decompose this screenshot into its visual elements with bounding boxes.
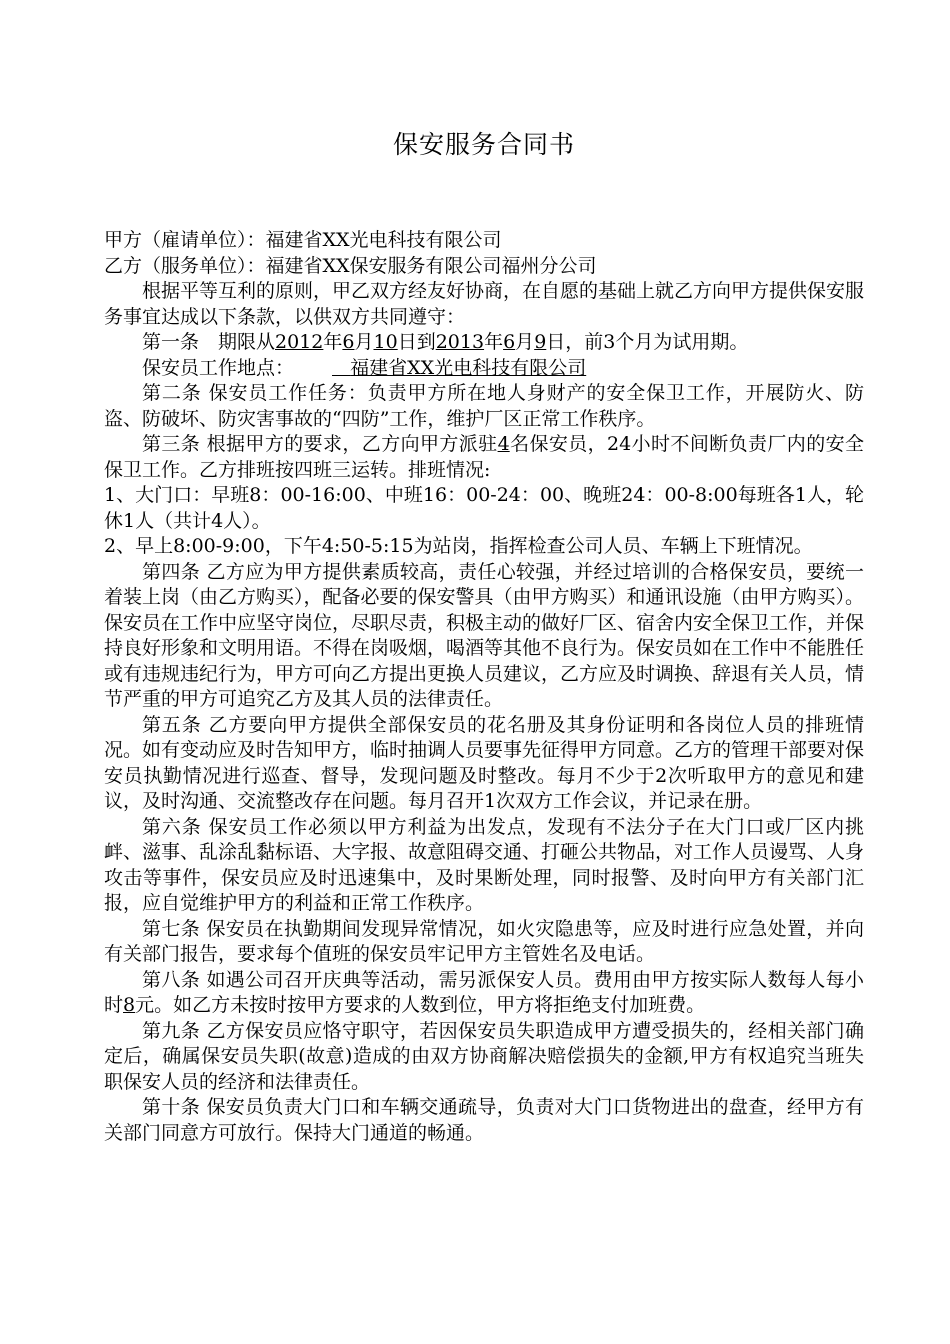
contract-page bbox=[104, 128, 864, 1146]
intro-paragraph: 根据平等互利的原则，甲乙双方经友好协商，在自愿的基础上就乙方向甲方提供保安服务事宜达成以下条款，以供双方共同遵守： bbox=[104, 280, 865, 328]
party-a-line: 甲方（雇请单位）：福建省XX光电科技有限公司 bbox=[104, 229, 502, 251]
article-1-text: 第一条 期限从 bbox=[142, 331, 276, 353]
article-10: 第十条 保安员负责大门口和车辆交通疏导，负责对大门口货物进出的盘查，经甲方有关部门同意方可放行。保持大门通道的畅通。 bbox=[104, 1096, 864, 1144]
article-3-text-cont: 名保安员，24小时不间断负责厂内的安全保卫工作。乙方排班按四班三运转。排班情况: bbox=[104, 433, 864, 481]
party-b-line: 乙方（服务单位）：福建省XX保安服务有限公司福州分公司 bbox=[104, 254, 597, 277]
end-month: 6 bbox=[503, 331, 516, 353]
article-8-text: 第八条 如遇公司召开庆典等活动，需另派保安人员。费用由甲方按实际人数每人每小时 bbox=[104, 968, 864, 1016]
guard-count: 4 bbox=[497, 433, 510, 455]
start-year: 2012 bbox=[275, 331, 324, 353]
month-char: 月 bbox=[515, 331, 535, 353]
article-6: 第六条 保安员工作必须以甲方利益为出发点，发现有不法分子在大门口或厂区内挑衅、滋事、乱涂乱黏标语、大字报、故意阻碍交通、打砸公共物品，对工作人员谩骂、人身攻击等事件，保安员应及时迅速集中，及时果断处理，同时报警、及时向甲方有关部门汇报，应自觉维护甲方的利益和正常工作秩序。 bbox=[104, 815, 865, 914]
article-8-text-cont: 元。如乙方未按时按甲方要求的人数到位，甲方将拒绝支付加班费。 bbox=[135, 994, 706, 1016]
day-to-text: 日到 bbox=[397, 331, 436, 353]
article-1 bbox=[104, 330, 864, 356]
article-8 bbox=[104, 968, 864, 1019]
work-location-line bbox=[104, 356, 864, 382]
article-3 bbox=[104, 432, 864, 483]
article-9: 第九条 乙方保安员应恪守职守，若因保安员失职造成甲方遭受损失的，经相关部门确定后，确属保安员失职(故意)造成的由双方协商解决赔偿损失的金额,甲方有权追究当班失职保安人员的经济和法律责任。 bbox=[104, 1019, 864, 1093]
article-5: 第五条 乙方要向甲方提供全部保安员的花名册及其身份证明和各岗位人员的排班情况。如有变动应及时告知甲方，临时抽调人员要事先征得甲方同意。乙方的管理干部要对保安员执勤情况进行巡查、督导，发现问题及时整改。每月不少于2次听取甲方的意见和建议，及时沟通、交流整改存在问题。每月召开1次双方工作会议，并记录在册。 bbox=[104, 713, 865, 812]
article-1-tail: 日，前3个月为试用期。 bbox=[546, 331, 749, 353]
article-3-text: 第三条 根据甲方的要求，乙方向甲方派驻 bbox=[142, 433, 498, 455]
end-day: 9 bbox=[534, 331, 547, 353]
year-char: 年 bbox=[484, 331, 504, 353]
article-4: 第四条 乙方应为甲方提供素质较高，责任心较强，并经过培训的合格保安员，要统一着装上岗（由乙方购买），配备必要的保安警具（由甲方购买）和通讯设施（由甲方购买）。保安员在工作中应坚守岗位，尽职尽责，积极主动的做好厂区、宿舍内安全保卫工作，并保持良好形象和文明用语。不得在岗吸烟，喝酒等其他不良行为。保安员如在工作中不能胜任或有违规违纪行为，甲方可向乙方提出更换人员建议，乙方应及时调换、辞退有关人员，情节严重的甲方可追究乙方及其人员的法律责任。 bbox=[104, 560, 865, 710]
work-location-label: 保安员工作地点： bbox=[142, 356, 295, 379]
start-month: 6 bbox=[342, 331, 355, 353]
overtime-rate: 8 bbox=[123, 994, 136, 1016]
start-day: 10 bbox=[373, 331, 398, 353]
end-year: 2013 bbox=[435, 331, 485, 353]
month-char: 月 bbox=[354, 331, 374, 353]
work-location-value: 福建省XX光电科技有限公司 bbox=[350, 356, 587, 379]
document-title: 保安服务合同书 bbox=[392, 130, 575, 159]
year-char: 年 bbox=[323, 331, 343, 353]
shift-item-2: 2、早上8:00-9:00，下午4:50-5:15为站岗，指挥检查公司人员、车辆上下班情况。 bbox=[104, 535, 813, 557]
shift-item-1: 1、大门口：早班8：00-16:00、中班16：00-24：00、晚班24：00-8:00每班各1人，轮休1人（共计4人）。 bbox=[104, 484, 864, 532]
article-7: 第七条 保安员在执勤期间发现异常情况，如火灾隐患等，应及时进行应急处置，并向有关部门报告，要求每个值班的保安员牢记甲方主管姓名及电话。 bbox=[104, 917, 864, 965]
article-2: 第二条 保安员工作任务：负责甲方所在地人身财产的安全保卫工作，开展防火、防盗、防破坏、防灾害事故的“四防”工作，维护厂区正常工作秩序。 bbox=[104, 382, 864, 430]
